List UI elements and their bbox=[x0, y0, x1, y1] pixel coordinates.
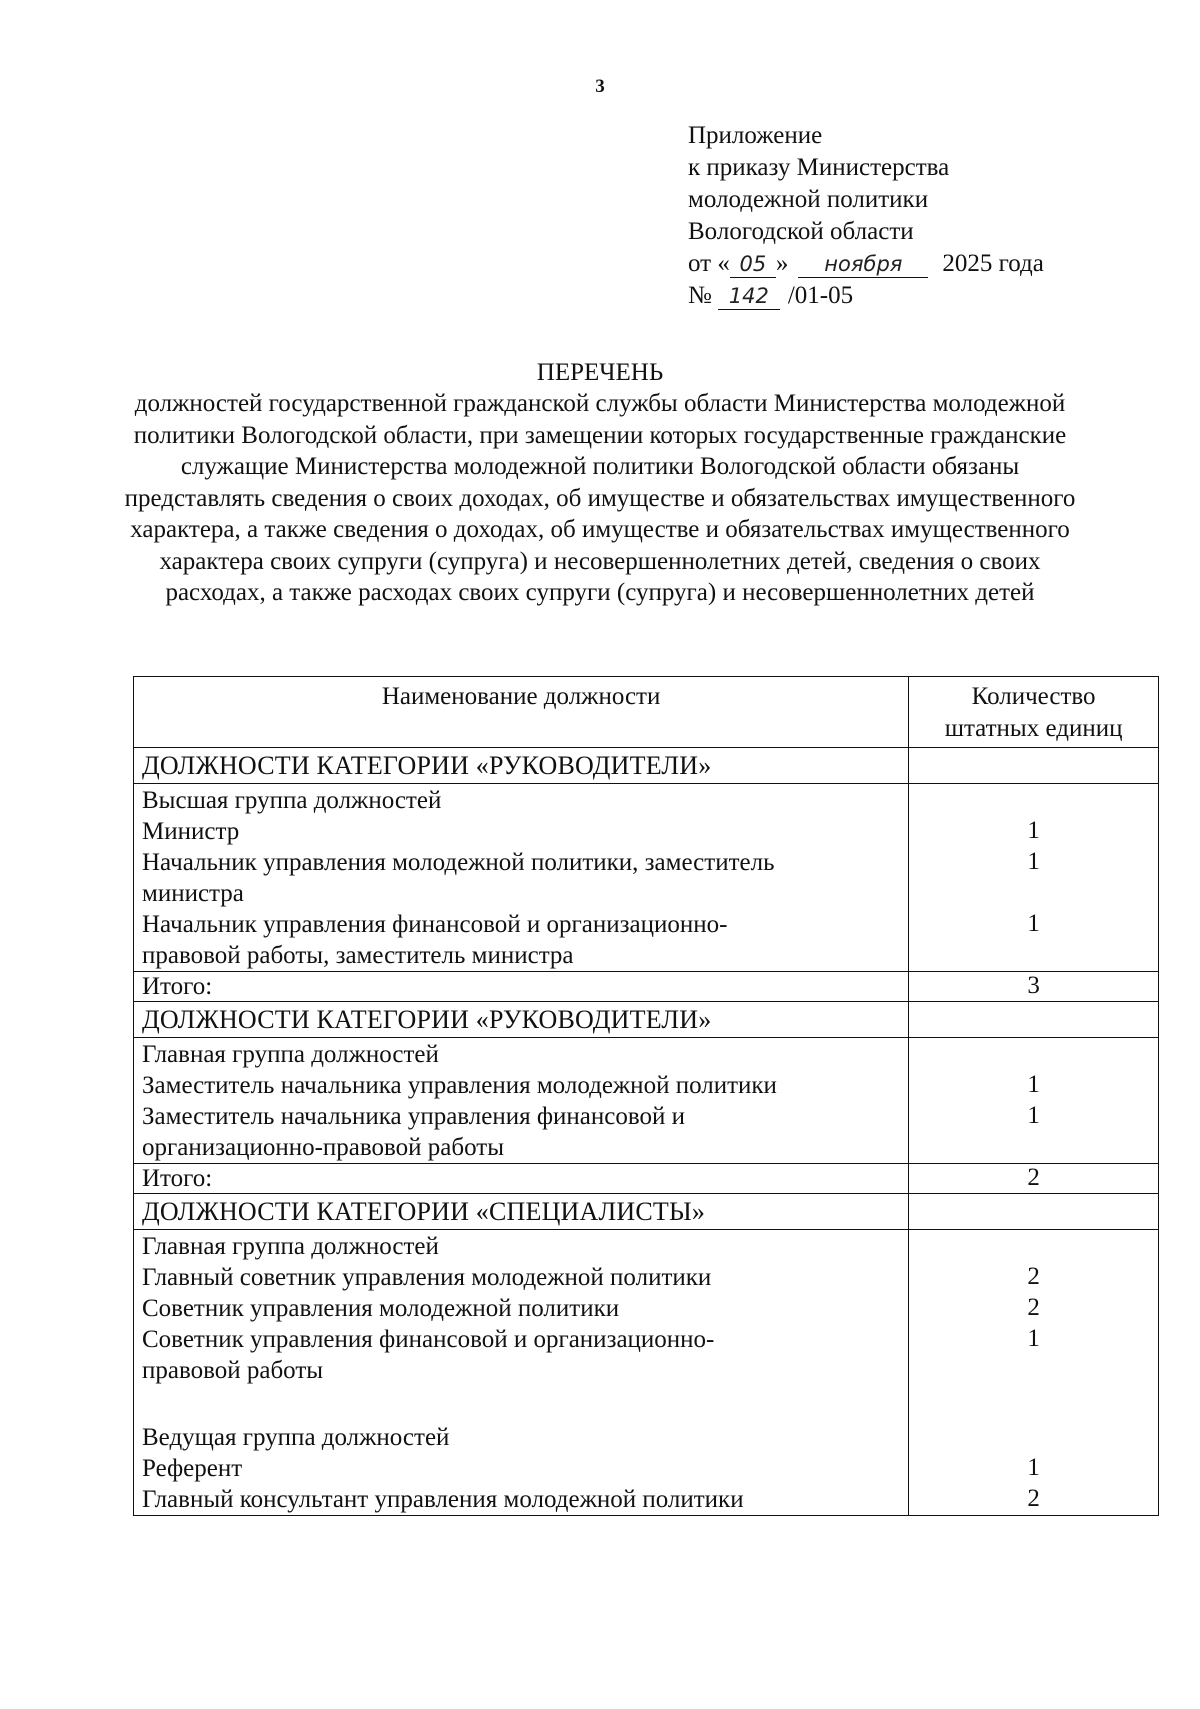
page-number: 3 bbox=[595, 76, 605, 97]
position-qty: 2 bbox=[1027, 1485, 1040, 1512]
total-row bbox=[134, 972, 1159, 1002]
position-name-cont: правовой работы bbox=[142, 1357, 324, 1384]
date-year: 2025 года bbox=[942, 250, 1044, 277]
table-header-row bbox=[134, 677, 1159, 748]
date-mid: » bbox=[775, 250, 789, 277]
position-qty: 2 bbox=[1027, 1263, 1040, 1290]
position-name-cont: министра bbox=[142, 880, 244, 907]
category-qty-empty bbox=[909, 1002, 1159, 1038]
category-qty-empty bbox=[909, 748, 1159, 784]
appendix-line: молодежной политики bbox=[688, 186, 929, 213]
total-label: Итого: bbox=[134, 1164, 909, 1194]
position-name: Начальник управления финансовой и организационно- bbox=[142, 911, 728, 938]
group-positions bbox=[134, 784, 909, 972]
total-label: Итого: bbox=[134, 972, 909, 1002]
positions-table bbox=[133, 676, 1159, 1516]
group-quantities bbox=[909, 1230, 1159, 1516]
position-name: Главный консультант управления молодежной политики bbox=[142, 1486, 744, 1513]
position-qty: 1 bbox=[1027, 1454, 1040, 1481]
category-row bbox=[134, 748, 1159, 784]
handwritten-number: 142 bbox=[718, 283, 780, 310]
group-positions bbox=[134, 1038, 909, 1164]
header-staff-count: Количество штатных единиц bbox=[909, 677, 1159, 748]
position-name: Заместитель начальника управления финансовой и bbox=[142, 1103, 686, 1130]
position-qty: 1 bbox=[1027, 910, 1040, 937]
header-position-name: Наименование должности bbox=[134, 677, 909, 748]
total-value: 3 bbox=[909, 972, 1159, 1002]
position-qty: 1 bbox=[1027, 817, 1040, 844]
appendix-line: Приложение bbox=[688, 122, 823, 149]
order-date bbox=[688, 248, 1044, 280]
position-name: Советник управления молодежной политики bbox=[142, 1295, 620, 1322]
group-quantities bbox=[909, 784, 1159, 972]
position-name: Заместитель начальника управления молодежной политики bbox=[142, 1072, 777, 1099]
group-row bbox=[134, 1038, 1159, 1164]
category-qty-empty bbox=[909, 1194, 1159, 1230]
appendix-line: Вологодской области bbox=[688, 218, 914, 245]
position-qty: 1 bbox=[1027, 848, 1040, 875]
total-value: 2 bbox=[909, 1164, 1159, 1194]
position-name: Советник управления финансовой и организационно- bbox=[142, 1326, 715, 1353]
group-label: Главная группа должностей bbox=[142, 1233, 439, 1260]
order-number bbox=[688, 280, 1044, 312]
document-subtitle: должностей государственной гражданской службы области Министерства молодежной политики Вологодской области, при замещении которых государственные гражданские служащие Министерства молодежной политики Вологодской области обязаны представлять сведения о своих доходах, об имуществе и обязательствах имущественного характера, а также сведения о доходах, об имуществе и обязательствах имущественного характера своих супруги (супруга) и несовершеннолетних детей, сведения о своих расходах, а также расходах своих супруги (супруга) и несовершеннолетних детей bbox=[124, 390, 1076, 606]
category-label: ДОЛЖНОСТИ КАТЕГОРИИ «РУКОВОДИТЕЛИ» bbox=[134, 1002, 909, 1038]
position-name-cont: правовой работы, заместитель министра bbox=[142, 942, 574, 969]
group-label: Главная группа должностей bbox=[142, 1041, 439, 1068]
appendix-line: к приказу Министерства bbox=[688, 154, 950, 181]
position-qty: 1 bbox=[1027, 1325, 1040, 1352]
total-row bbox=[134, 1164, 1159, 1194]
document-title: ПЕРЕЧЕНЬ bbox=[536, 359, 664, 386]
group-label: Ведущая группа должностей bbox=[142, 1424, 450, 1451]
position-name: Начальник управления молодежной политики, заместитель bbox=[142, 849, 775, 876]
position-qty: 1 bbox=[1027, 1102, 1040, 1129]
number-suffix: /01-05 bbox=[787, 282, 854, 309]
number-prefix: № bbox=[688, 282, 712, 309]
date-prefix: от « bbox=[688, 250, 730, 277]
category-label: ДОЛЖНОСТИ КАТЕГОРИИ «СПЕЦИАЛИСТЫ» bbox=[134, 1194, 909, 1230]
appendix-block bbox=[688, 120, 1044, 312]
group-row bbox=[134, 1230, 1159, 1516]
group-row bbox=[134, 784, 1159, 972]
group-positions bbox=[134, 1230, 909, 1516]
position-name: Министр bbox=[142, 818, 240, 845]
group-label: Высшая группа должностей bbox=[142, 787, 442, 814]
position-qty: 1 bbox=[1027, 1071, 1040, 1098]
handwritten-day: 05 bbox=[730, 251, 776, 278]
position-qty: 2 bbox=[1027, 1294, 1040, 1321]
group-quantities bbox=[909, 1038, 1159, 1164]
position-name: Главный советник управления молодежной политики bbox=[142, 1264, 712, 1291]
category-label: ДОЛЖНОСТИ КАТЕГОРИИ «РУКОВОДИТЕЛИ» bbox=[134, 748, 909, 784]
handwritten-month: ноября bbox=[798, 251, 928, 278]
position-name-cont: организационно-правовой работы bbox=[142, 1134, 504, 1161]
category-row bbox=[134, 1194, 1159, 1230]
category-row bbox=[134, 1002, 1159, 1038]
position-name: Референт bbox=[142, 1455, 243, 1482]
